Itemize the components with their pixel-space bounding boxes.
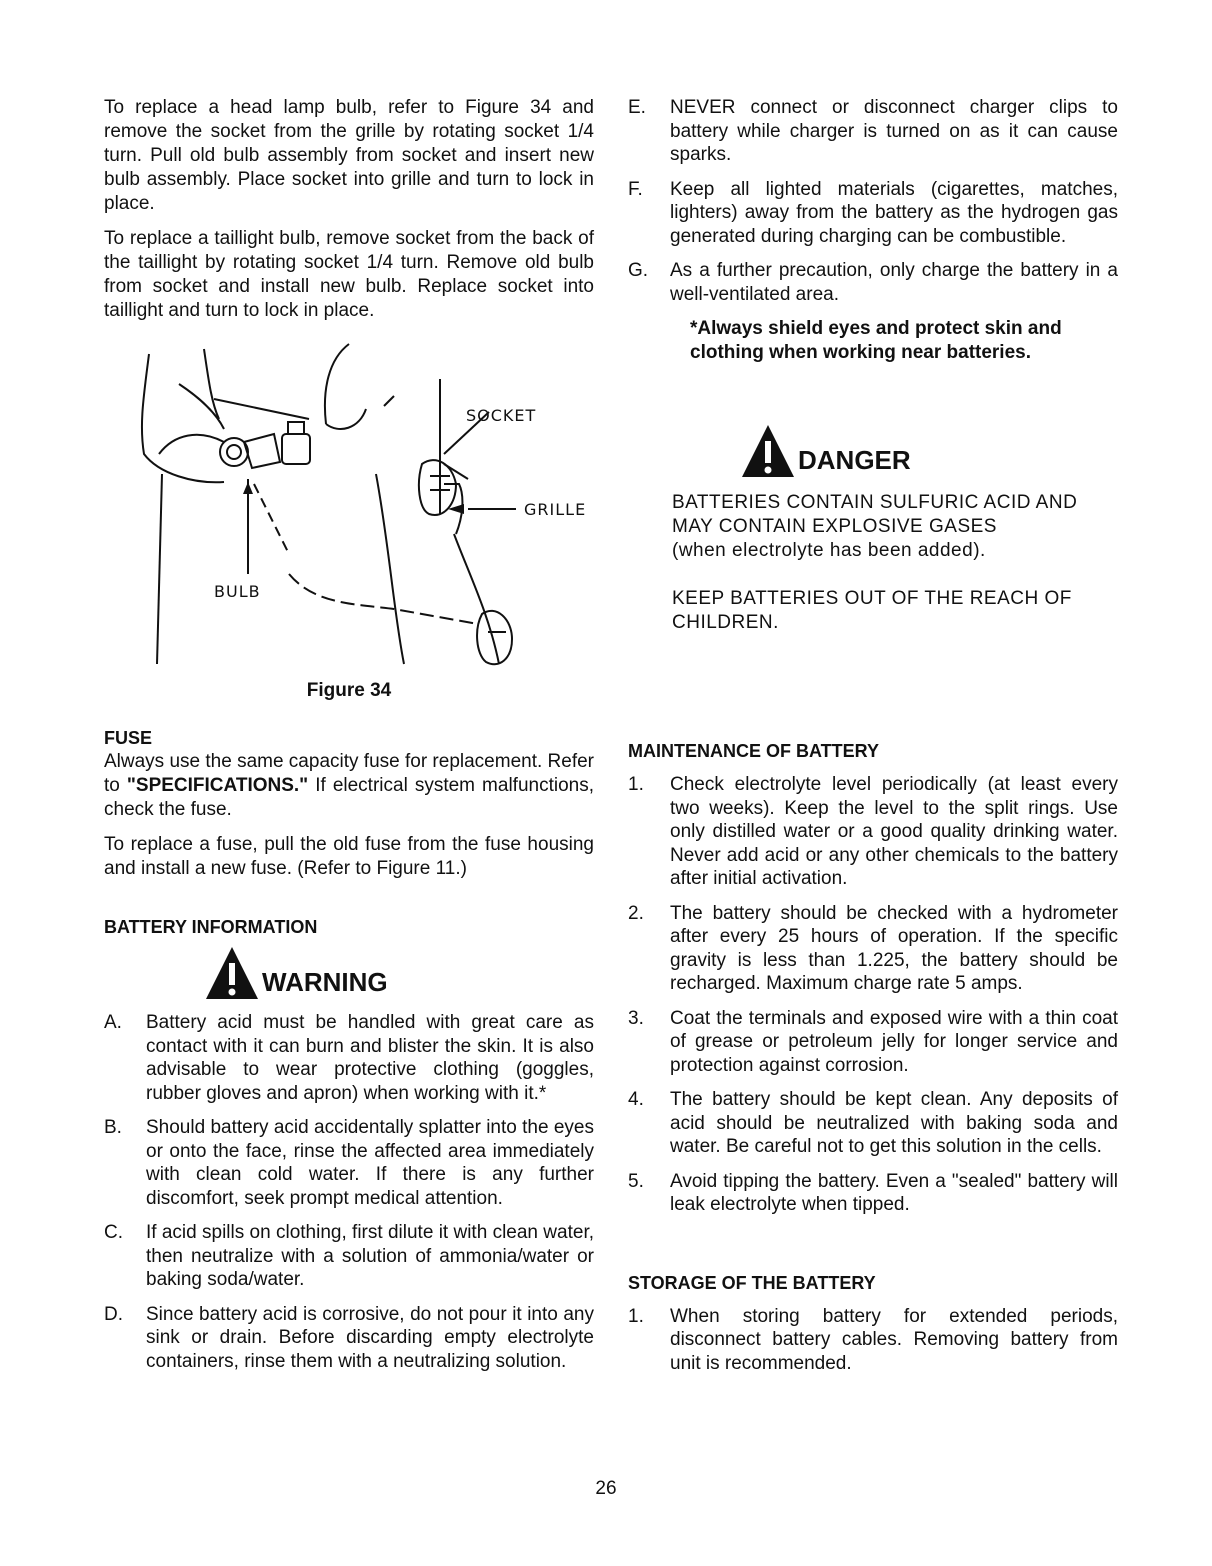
danger-banner (740, 423, 1118, 479)
list-item: F. Keep all lighted materials (cigarettes, matches, lighters) away from the battery as the hydrogen gas generated during charging can be combustible. (628, 178, 1118, 247)
grille-label: GRILLE (524, 500, 587, 519)
list-item: G. As a further precaution, only charge the battery in a well-ventilated area. (628, 260, 1118, 305)
fuse-paragraph-1: Always use the same capacity fuse for replacement. Refer to "SPECIFICATIONS." If electrical system malfunctions, check the fuse. (104, 751, 595, 820)
figure-34-illustration (104, 334, 594, 674)
fuse-heading: FUSE (104, 728, 153, 748)
page-number: 26 (595, 1478, 617, 1499)
right-column (628, 96, 1118, 1386)
list-item: A. Battery acid must be handled with great care as contact with it can burn and blister the skin. It is also advisable to wear protective clothing (goggles, rubber gloves and apron) when working with it.* (104, 1012, 594, 1104)
taillight-paragraph: To replace a taillight bulb, remove socket from the back of the taillight by rotating socket 1/4 turn. Remove old bulb from socket and install new bulb. Replace socket into taillight and turn to lock in place. (104, 228, 594, 321)
warning-triangle-icon (204, 945, 260, 1001)
list-item: 5. Avoid tipping the battery. Even a "sealed" battery will leak electrolyte when tipped. (628, 1170, 1118, 1215)
fuse-paragraph-2: To replace a fuse, pull the old fuse from the fuse housing and install a new fuse. (Refer to Figure 11.) (104, 834, 594, 879)
list-item: C. If acid spills on clothing, first dilute it with clean water, then neutralize with a solution of ammonia/water or baking soda/water. (104, 1222, 594, 1290)
warning-word: WARNING (262, 967, 388, 997)
list-item: 2. The battery should be checked with a hydrometer after every 25 hours of operation. If the specific gravity is less than 1.225, the battery should be recharged. Maximum charge rate 5 amps. (628, 902, 1118, 994)
battery-list-a-d (104, 1011, 594, 1373)
maintenance-list (628, 773, 1118, 1217)
bulb-label: BULB (214, 582, 261, 601)
list-item: 3. Coat the terminals and exposed wire with a thin coat of grease or petroleum jelly for longer service and protection against corrosion. (628, 1007, 1118, 1076)
list-item: 1. When storing battery for extended periods, disconnect battery cables. Removing battery from unit is recommended. (628, 1305, 1118, 1374)
danger-text-1: BATTERIES CONTAIN SULFURIC ACID AND MAY CONTAIN EXPLOSIVE GASES (672, 492, 1078, 537)
safety-note: *Always shield eyes and protect skin and clothing when working near batteries. (690, 318, 1062, 363)
socket-label: SOCKET (466, 406, 537, 425)
list-item: 4. The battery should be kept clean. Any deposits of acid should be neutralized with baking soda and water. Be careful not to get this solution in the cells. (628, 1089, 1118, 1157)
headlamp-paragraph: To replace a head lamp bulb, refer to Figure 34 and remove the socket from the grille by rotating socket 1/4 turn. Pull old bulb assembly from socket and insert new bulb assembly. Place socket into grille and turn to lock in place. (104, 97, 594, 214)
maintenance-heading: MAINTENANCE OF BATTERY (628, 741, 879, 761)
hand-socket-drawing (104, 334, 594, 674)
list-item: D. Since battery acid is corrosive, do not pour it into any sink or drain. Before discarding empty electrolyte containers, rinse them with a neutralizing solution. (104, 1303, 594, 1372)
danger-word: DANGER (798, 445, 911, 475)
danger-triangle-icon (740, 423, 796, 479)
warning-banner (204, 945, 594, 1001)
specifications-ref: "SPECIFICATIONS." (126, 775, 309, 796)
list-item: B. Should battery acid accidentally splatter into the eyes or onto the face, rinse the affected area immediately with clean cold water. If there is any further discomfort, seek prompt medical attention. (104, 1117, 594, 1209)
danger-text-3: KEEP BATTERIES OUT OF THE REACH OF CHILDREN. (672, 588, 1072, 633)
danger-text-2: (when electrolyte has been added). (672, 540, 986, 561)
figure-caption: Figure 34 (306, 680, 392, 701)
battery-info-heading: BATTERY INFORMATION (104, 917, 318, 937)
storage-heading: STORAGE OF THE BATTERY (628, 1272, 876, 1293)
list-item: 1. Check electrolyte level periodically (at least every two weeks). Keep the level to the split rings. Use only distilled water or a good quality drinking water. Never add acid or any other chemicals to the battery after initial activation. (628, 774, 1118, 889)
list-item: E. NEVER connect or disconnect charger clips to battery while charger is turned on as it can cause sparks. (628, 97, 1118, 165)
left-column (104, 96, 594, 1384)
